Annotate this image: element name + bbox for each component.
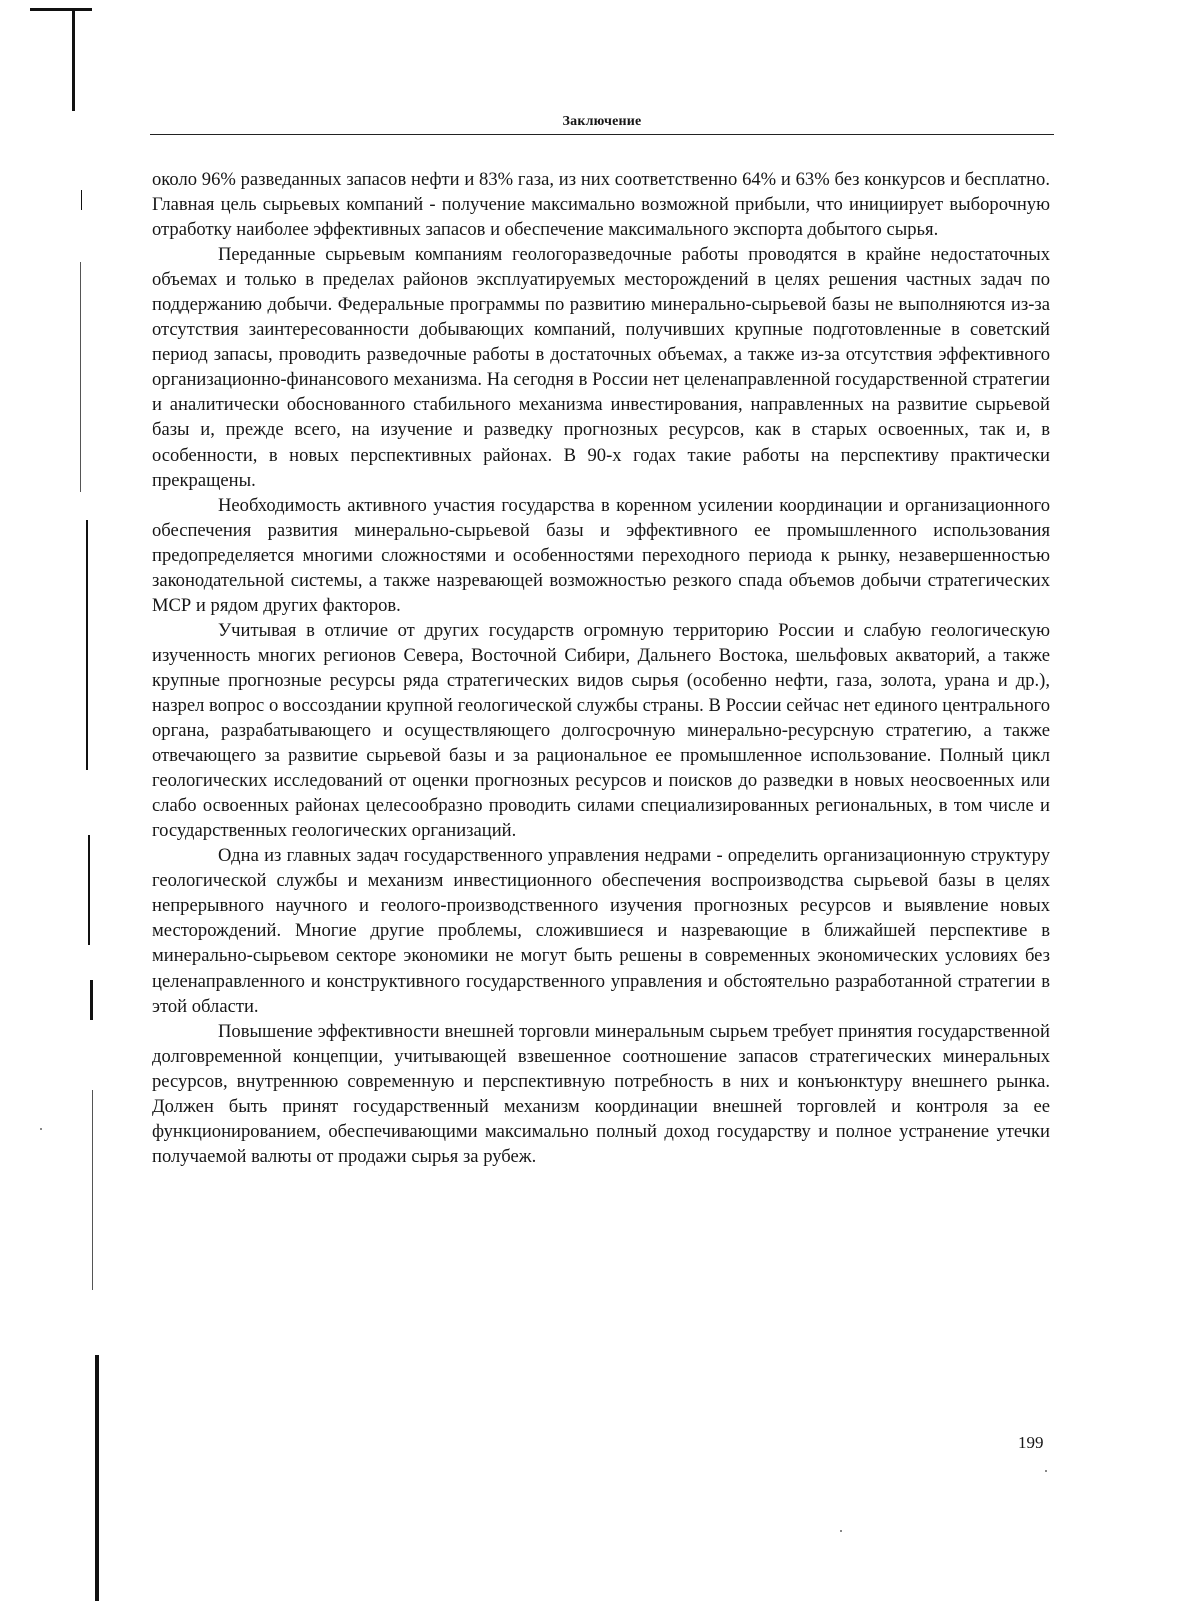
- scan-speck: [1045, 1470, 1047, 1472]
- scan-artifact-bottom-bar: [95, 1355, 99, 1601]
- header-divider: [150, 134, 1054, 135]
- paragraph: Одна из главных задач государственного управления недрами - определить организационную структуру геологической службы и механизм инвестиционного обеспечения воспроизводства сырьевой базы в целях непрерывного научного и геолого-производственного изучения прогнозных ресурсов и выявление новых месторождений. Многие другие проблемы, сложившиеся и назревающие в ближайшей перспективе в минерально-сырьевом секторе экономики не могут быть решены в современных экономических условиях без целенаправленного и конструктивного государственного управления и обстоятельно разработанной стратегии в этой области.: [152, 845, 1050, 1017]
- paragraph: Повышение эффективности внешней торговли минеральным сырьем требует принятия государственной долговременной концепции, учитывающей взвешенное соотношение запасов стратегических минеральных ресурсов, внутреннюю современную и перспективную потребность в них и конъюнктуру внешнего рынка. Должен быть принят государственный механизм координации внешней торговлей и контроля за ее функционированием, обеспечивающими максимально полный доход государству и полное устранение утечки получаемой валюты от продажи сырья за рубеж.: [152, 1020, 1050, 1167]
- paragraph: Учитывая в отличие от других государств огромную территорию России и слабую геологическую изученность многих регионов Севера, Восточной Сибири, Дальнего Востока, шельфовых акваторий, а также крупные прогнозные ресурсы ряда стратегических видов сырья (особенно нефти, газа, золота, урана и др.), назрел вопрос о воссоздании крупной геологической службы страны. В России сейчас нет единого центрального органа, разрабатывающего и осуществляющего долгосрочную минерально-ресурсную стратегию, а также отвечающего за развитие сырьевой базы и за рациональное ее промышленное использование. Полный цикл геологических исследований от оценки прогнозных ресурсов и поисков до разведки в новых неосвоенных или слабо освоенных районах целесообразно проводить силами специализированных региональных, в том числе и государственных геологических организаций.: [152, 619, 1050, 842]
- body-text: [152, 167, 1050, 1169]
- scan-speck: [40, 1128, 42, 1130]
- scan-artifact-mark: [90, 980, 93, 1020]
- paragraph: Необходимость активного участия государства в коренном усилении координации и организационного обеспечения развития минерально-сырьевой базы и эффективного ее промышленного использования предопределяется многими сложностями и особенностями переходного периода к рынку, незавершенностью законодательной системы, а также назревающей возможностью резкого спада объемов добычи стратегических МСР и рядом других факторов.: [152, 494, 1050, 616]
- scan-artifact-mark: [88, 835, 90, 945]
- scan-artifact-mark: [80, 262, 81, 492]
- scan-artifact-top-stem: [72, 8, 75, 111]
- scan-speck: [840, 1530, 842, 1532]
- running-header: Заключение: [562, 114, 642, 129]
- scan-artifact-mark: [81, 190, 82, 210]
- scan-artifact-top-bar: [30, 8, 92, 11]
- scan-artifact-mark: [86, 520, 88, 770]
- paragraph: около 96% разведанных запасов нефти и 83% газа, из них соответственно 64% и 63% без конкурсов и бесплатно. Главная цель сырьевых компаний - получение максимально возможной прибыли, что инициирует выборочную отработку наиболее эффективных запасов и обеспечение максимального экспорта добытого сырья.: [152, 169, 1050, 241]
- paragraph: Переданные сырьевым компаниям геологоразведочные работы проводятся в крайне недостаточных объемах и только в пределах районов эксплуатируемых месторождений в целях решения частных задач по поддержанию добычи. Федеральные программы по развитию минерально-сырьевой базы не выполняются из-за отсутствия заинтересованности добывающих компаний, получивших крупные подготовленные в советский период запасы, проводить разведочные работы в достаточных объемах, а также из-за отсутствия эффективного организационно-финансового механизма. На сегодня в России нет целенаправленной государственной стратегии и аналитически обоснованного стабильного механизма инвестирования, направленных на развитие сырьевой базы и, прежде всего, на изучение и разведку прогнозных ресурсов, как в старых освоенных, так и, в особенности, в новых перспективных районах. В 90-х годах такие работы на перспективу практически прекращены.: [152, 244, 1050, 491]
- scan-artifact-mark: [92, 1090, 93, 1290]
- page-number: 199: [1018, 1433, 1044, 1452]
